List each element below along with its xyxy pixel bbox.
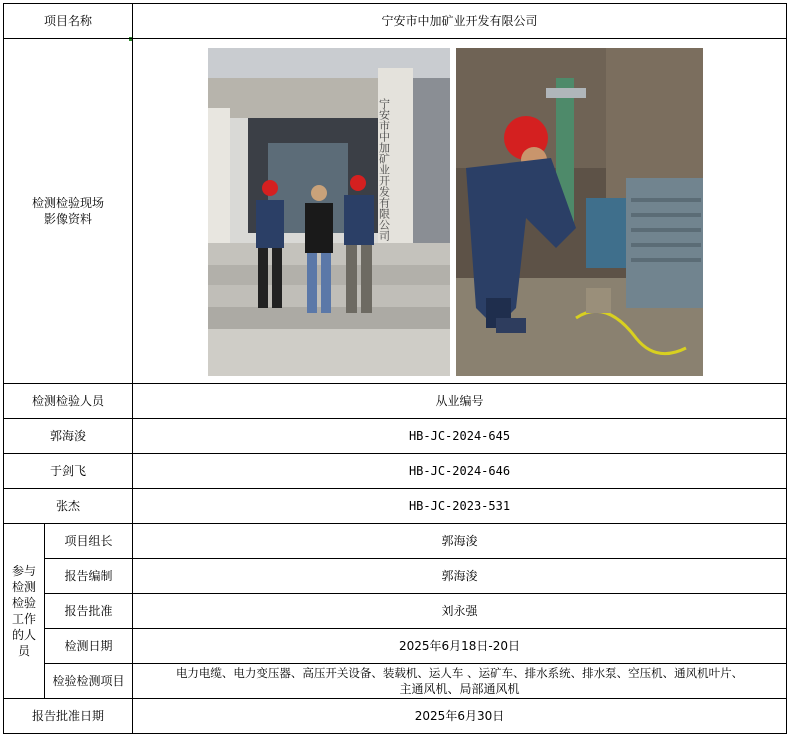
photos-label-line2: 影像资料 [44,212,93,226]
inspector-name: 张杰 [4,489,133,524]
inspector-id: HB-JC-2024-645 [133,419,787,454]
participant-role: 检测日期 [45,629,133,664]
inspector-name: 于剑飞 [4,454,133,489]
participants-group-label: 参与检测检验工作的人员 [4,524,45,699]
participant-role: 检验检测项目 [45,664,133,699]
inspector-name: 郭海浚 [4,419,133,454]
report-date-row [4,699,787,734]
report-date-label: 报告批准日期 [4,699,133,734]
inspector-row [4,454,787,489]
participant-row [4,559,787,594]
participant-role: 项目组长 [45,524,133,559]
inspectors-header-value: 从业编号 [133,384,787,419]
participant-row [4,629,787,664]
inspection-items-line2: 主通风机、局部通风机 [399,682,520,696]
inspector-row [4,419,787,454]
project-row [4,4,787,39]
participant-value: 郭海浚 [133,524,787,559]
inspector-id: HB-JC-2023-531 [133,489,787,524]
participant-value: 郭海浚 [133,559,787,594]
site-photo-equipment [456,48,703,376]
inspection-items-line1: 电力电缆、电力变压器、高压开关设备、装载机、运人车 、运矿车、排水系统、排水泵、空压机、通风机叶片、 [175,666,744,680]
photos-label-line1: 检测检验现场 [32,196,105,210]
photos-row [4,39,787,384]
site-photo-entrance-image [208,48,450,376]
inspectors-header-row [4,384,787,419]
inspector-id: HB-JC-2024-646 [133,454,787,489]
site-photo-equipment-image [456,48,703,376]
report-date-value: 2025年6月30日 [133,699,787,734]
participant-value: 刘永强 [133,594,787,629]
participant-role: 报告批准 [45,594,133,629]
participant-value: 2025年6月18日-20日 [133,629,787,664]
entrance-sign-text: 宁安市中加矿业开发有限公司 [377,98,391,241]
project-name-value: 宁安市中加矿业开发有限公司 [133,4,787,39]
participant-role: 报告编制 [45,559,133,594]
project-name-label: 项目名称 [4,4,133,39]
participant-row [4,664,787,699]
photos-cell [133,39,787,384]
form-table [3,3,787,734]
site-photo-entrance [208,48,450,376]
photos-label [4,39,133,384]
inspector-row [4,489,787,524]
participant-row [4,524,787,559]
participant-row [4,594,787,629]
inspection-items-value [133,664,787,699]
inspectors-header-label: 检测检验人员 [4,384,133,419]
